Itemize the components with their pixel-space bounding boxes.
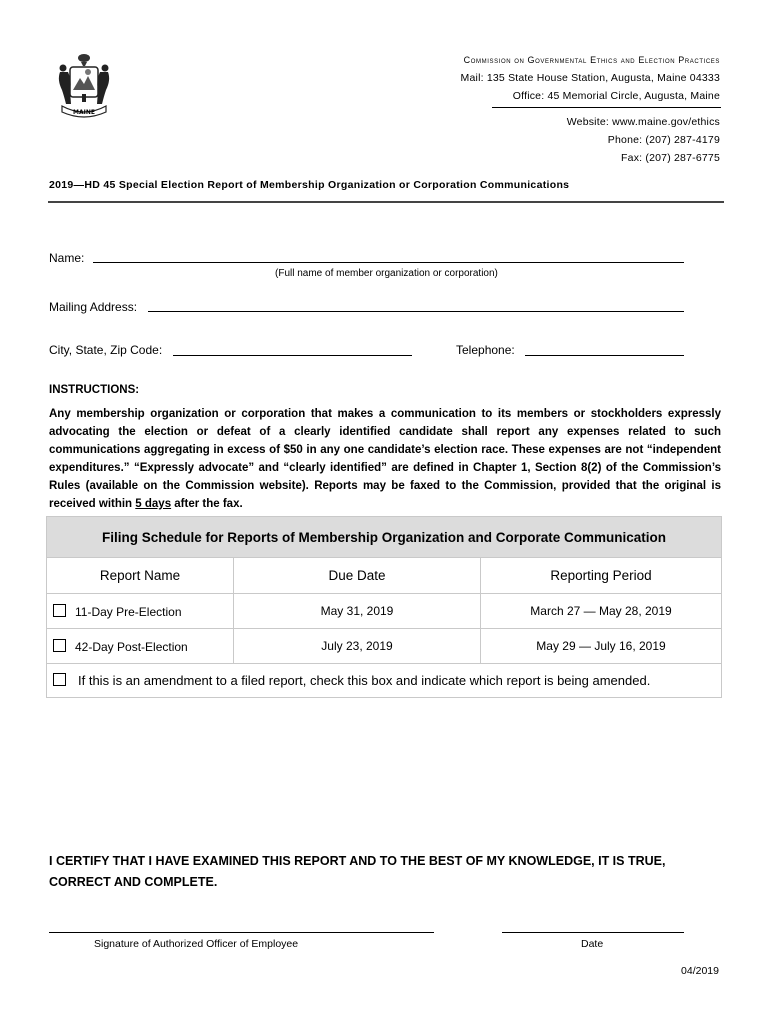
column-header-due-date: Due Date: [234, 558, 481, 594]
signature-field[interactable]: [49, 932, 434, 933]
date-label: Date: [581, 938, 604, 950]
report-name-cell: [47, 629, 234, 664]
name-field[interactable]: [93, 262, 684, 263]
name-hint: (Full name of member organization or corporation): [275, 268, 498, 279]
reporting-period-cell: March 27 — May 28, 2019: [481, 594, 722, 629]
maine-state-seal-icon: [52, 50, 116, 120]
name-label: Name:: [49, 251, 85, 265]
city-state-zip-label: City, State, Zip Code:: [49, 343, 163, 357]
website: Website: www.maine.gov/ethics: [566, 116, 720, 128]
mail-address: Mail: 135 State House Station, Augusta, Maine 04333: [460, 72, 720, 84]
report-name: 42-Day Post-Election: [75, 639, 188, 654]
telephone-label: Telephone:: [456, 343, 515, 357]
due-date-cell: July 23, 2019: [234, 629, 481, 664]
instructions-heading: INSTRUCTIONS:: [49, 384, 140, 396]
report-name-cell: [47, 594, 234, 629]
phone: Phone: (207) 287-4179: [607, 134, 720, 146]
amendment-row: [47, 664, 722, 698]
post-election-checkbox[interactable]: [53, 639, 66, 652]
seal-banner-text: MAINE: [73, 109, 95, 116]
instructions-text: [49, 405, 721, 513]
amendment-cell: [47, 664, 722, 698]
telephone-field[interactable]: [525, 355, 684, 356]
commission-name: Commission on Governmental Ethics and Election Practices: [463, 55, 720, 65]
column-header-report-name: Report Name: [47, 558, 234, 594]
form-title: 2019—HD 45 Special Election Report of Membership Organization or Corporation Communications: [49, 179, 570, 191]
office-address: Office: 45 Memorial Circle, Augusta, Maine: [512, 90, 720, 102]
city-state-zip-field[interactable]: [173, 355, 412, 356]
header-divider: [492, 107, 721, 108]
column-header-reporting-period: Reporting Period: [481, 558, 722, 594]
amendment-checkbox[interactable]: [53, 673, 66, 686]
schedule-title: Filing Schedule for Reports of Membership Organization and Corporate Communication: [47, 517, 722, 558]
filing-schedule-table: [46, 516, 722, 698]
amendment-text: If this is an amendment to a filed report, check this box and indicate which report is being amended.: [78, 673, 651, 688]
signature-label: Signature of Authorized Officer of Employee: [94, 938, 299, 950]
fax: Fax: (207) 287-6775: [621, 152, 720, 164]
due-date-cell: May 31, 2019: [234, 594, 481, 629]
mailing-address-field[interactable]: [148, 311, 684, 312]
pre-election-checkbox[interactable]: [53, 604, 66, 617]
reporting-period-cell: May 29 — July 16, 2019: [481, 629, 722, 664]
certification-statement: I CERTIFY THAT I HAVE EXAMINED THIS REPORT AND TO THE BEST OF MY KNOWLEDGE, IT IS TRUE, CORRECT AND COMPLETE.: [49, 854, 666, 889]
title-divider: [48, 201, 724, 203]
table-row: [47, 629, 722, 664]
table-row: [47, 594, 722, 629]
instructions-text-part-2: after the fax.: [171, 498, 243, 510]
instructions-text-part-1: Any membership organization or corporation that makes a communication to its members or stockholders expressly advocating the election or defeat of a clearly identified candidate shall report any expenses related to such communications aggregating in excess of $50 in any one candidate’s election race. These expenses are not “independent expenditures.” “Expressly advocate” and “clearly identified” are defined in Chapter 1, Section 8(2) of the Commission’s Rules (available on the Commission website). Reports may be faxed to the Commission, provided that the original is received within: [49, 408, 721, 510]
mailing-address-label: Mailing Address:: [49, 300, 138, 314]
revision-date: 04/2019: [681, 965, 719, 977]
instructions-deadline: 5 days: [135, 498, 172, 510]
date-field[interactable]: [502, 932, 684, 933]
report-name: 11-Day Pre-Election: [75, 604, 182, 619]
